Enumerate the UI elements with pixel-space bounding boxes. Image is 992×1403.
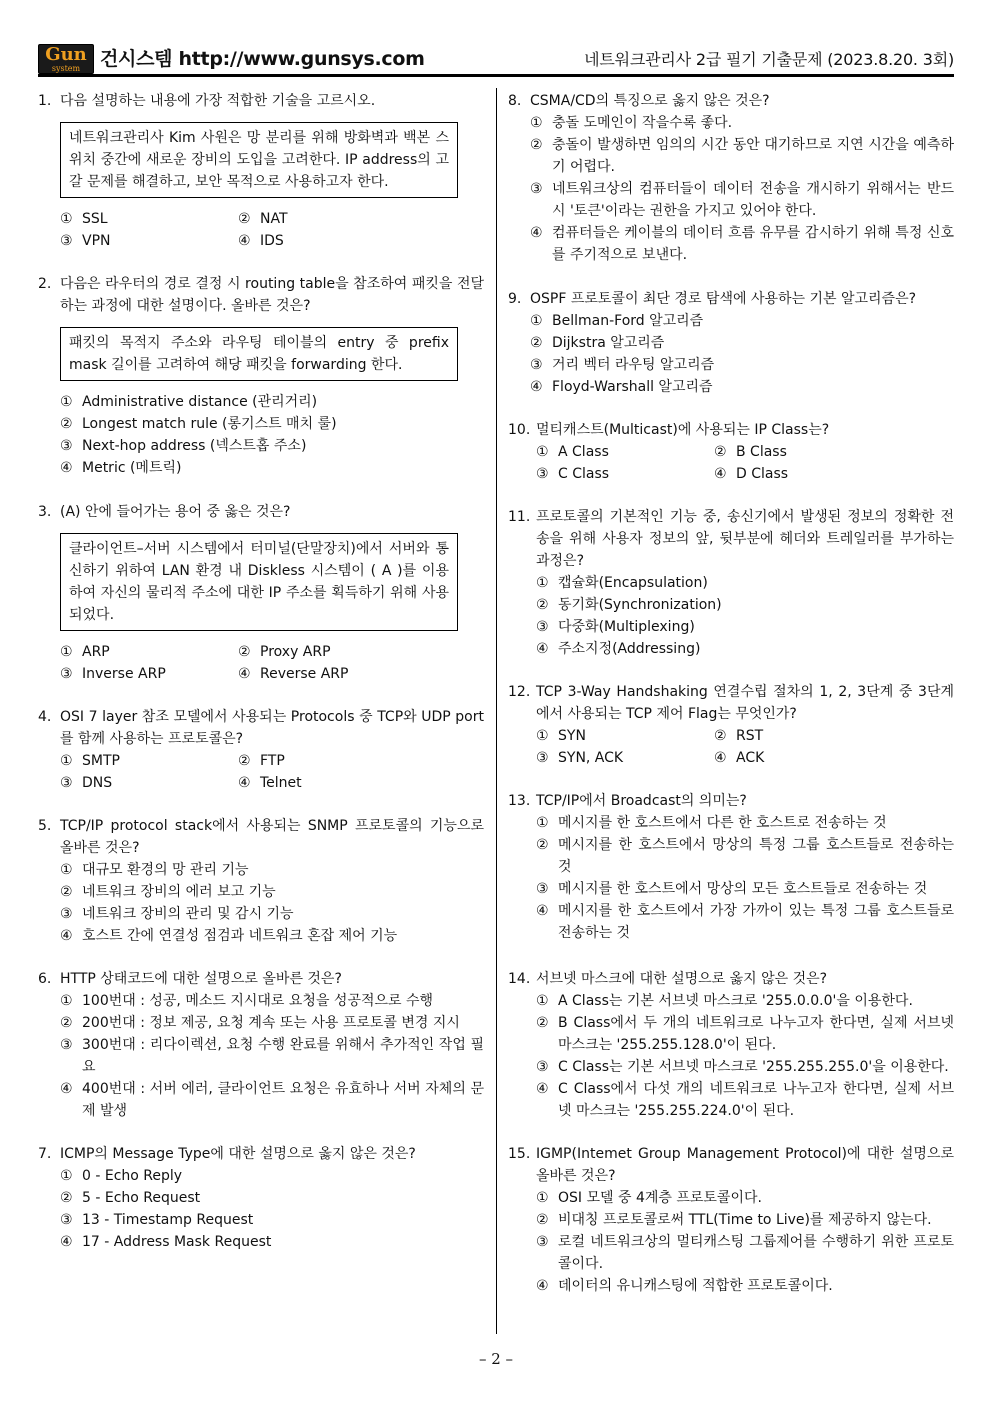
- option[interactable]: ④ 400번대 : 서버 에러, 클라이언트 요청은 유효하나 서버 자체의 문제 발생: [60, 1081, 484, 1119]
- option-list: [508, 725, 954, 769]
- option[interactable]: ④ Telnet: [238, 775, 302, 791]
- option[interactable]: ① 0 - Echo Reply: [60, 1168, 183, 1184]
- option[interactable]: ① ARP: [60, 644, 110, 660]
- question-text: 13. TCP/IP에서 Broadcast의 의미는?: [508, 793, 747, 809]
- question-text: 1. 다음 설명하는 내용에 가장 적합한 기술을 고르시오.: [38, 93, 376, 109]
- option-list: [508, 310, 954, 398]
- question-box: 클라이언트–서버 시스템에서 터미널(단말장치)에서 서버와 통신하기 위하여 LAN 환경 내 Diskless 시스템이 ( A )를 이용하여 자신의 물리적 주소에 대한 IP 주소를 획득하기 위해 사용되었다.: [60, 533, 458, 631]
- header-divider: [38, 74, 954, 77]
- question-10: [508, 419, 954, 485]
- option[interactable]: ④ ACK: [714, 750, 765, 766]
- option[interactable]: ④ 주소지정(Addressing): [536, 641, 701, 657]
- option-list: [508, 572, 954, 660]
- option[interactable]: ① 대규모 환경의 망 관리 기능: [60, 862, 249, 878]
- option[interactable]: ③ Next-hop address (넥스트홉 주소): [60, 438, 307, 454]
- question-text: 9. OSPF 프로토콜이 최단 경로 탐색에 사용하는 기본 알고리즘은?: [508, 291, 917, 307]
- question-text: 8. CSMA/CD의 특징으로 옳지 않은 것은?: [508, 93, 770, 109]
- option[interactable]: ④ D Class: [714, 466, 789, 482]
- option[interactable]: ② 메시지를 한 호스트에서 망상의 특정 그룹 호스트들로 전송하는 것: [536, 837, 954, 875]
- question-4: [38, 706, 484, 794]
- option[interactable]: ① OSI 모델 중 4계층 프로토콜이다.: [536, 1190, 762, 1206]
- question-9: [508, 288, 954, 398]
- question-15: [508, 1143, 954, 1297]
- question-text: 11. 프로토콜의 기본적인 기능 중, 송신기에서 발생된 정보의 정확한 전송을 위해 사용자 정보의 앞, 뒷부분에 헤더와 트레일러를 부가하는 과정은?: [508, 509, 954, 569]
- question-13: [508, 790, 954, 944]
- exam-title: 네트워크관리사 2급 필기 기출문제 (2023.8.20. 3회): [584, 50, 954, 69]
- option[interactable]: ② 200번대 : 정보 제공, 요청 계속 또는 사용 프로토콜 변경 지시: [60, 1015, 460, 1031]
- question-1: [38, 90, 484, 252]
- option[interactable]: ③ 네트워크상의 컴퓨터들이 데이터 전송을 개시하기 위해서는 반드시 '토큰'이라는 권한을 가지고 있어야 한다.: [530, 181, 954, 219]
- question-2: [38, 273, 484, 479]
- option[interactable]: ② Proxy ARP: [238, 644, 331, 660]
- option[interactable]: ③ VPN: [60, 233, 111, 249]
- option-list: [38, 391, 484, 479]
- page-number: – 2 –: [478, 1350, 514, 1368]
- brand-name: 건시스템 http://www.gunsys.com: [100, 48, 425, 70]
- question-box: 패킷의 목적지 주소와 라우팅 테이블의 entry 중 prefix mask 길이를 고려하여 해당 패킷을 forwarding 한다.: [60, 327, 458, 381]
- option[interactable]: ① SYN: [536, 728, 586, 744]
- option[interactable]: ② 비대칭 프로토콜로써 TTL(Time to Live)를 제공하지 않는다.: [536, 1212, 932, 1228]
- option-list: [38, 990, 484, 1122]
- question-text: 4. OSI 7 layer 참조 모델에서 사용되는 Protocols 중 TCP와 UDP port를 함께 사용하는 프로토콜은?: [38, 709, 484, 747]
- question-text: 6. HTTP 상태코드에 대한 설명으로 올바른 것은?: [38, 971, 342, 987]
- question-text: 10. 멀티캐스트(Multicast)에 사용되는 IP Class는?: [508, 422, 830, 438]
- option[interactable]: ② Longest match rule (롱기스트 매치 룰): [60, 416, 337, 432]
- option[interactable]: ② NAT: [238, 211, 288, 227]
- option[interactable]: ② RST: [714, 728, 764, 744]
- question-text: 7. ICMP의 Message Type에 대한 설명으로 옳지 않은 것은?: [38, 1146, 416, 1162]
- question-12: [508, 681, 954, 769]
- option[interactable]: ① SSL: [60, 211, 108, 227]
- option[interactable]: ② 5 - Echo Request: [60, 1190, 201, 1206]
- question-8: [508, 90, 954, 266]
- option[interactable]: ① 충돌 도메인이 작을수록 좋다.: [530, 115, 733, 131]
- question-3: [38, 501, 484, 685]
- option[interactable]: ③ C Class: [536, 466, 610, 482]
- question-14: [508, 968, 954, 1122]
- option[interactable]: ① 캡슐화(Encapsulation): [536, 575, 708, 591]
- question-6: [38, 968, 484, 1122]
- option[interactable]: ③ 네트워크 장비의 관리 및 감시 기능: [60, 906, 294, 922]
- option[interactable]: ④ 데이터의 유니캐스팅에 적합한 프로토콜이다.: [536, 1278, 833, 1294]
- option[interactable]: ② 동기화(Synchronization): [536, 597, 722, 613]
- option[interactable]: ③ DNS: [60, 775, 113, 791]
- option[interactable]: ② B Class: [714, 444, 787, 460]
- option-list: [508, 112, 954, 266]
- option[interactable]: ① A Class는 기본 서브넷 마스크로 '255.0.0.0'을 이용한다.: [536, 993, 913, 1009]
- option[interactable]: ④ 호스트 간에 연결성 점검과 네트워크 혼잡 제어 기능: [60, 928, 398, 944]
- option[interactable]: ④ Metric (메트릭): [60, 460, 182, 476]
- option[interactable]: ② B Class에서 두 개의 네트워크로 나누고자 한다면, 실제 서브넷 마스크는 '255.255.128.0'이 된다.: [536, 1015, 954, 1053]
- option[interactable]: ④ Reverse ARP: [238, 666, 349, 682]
- option[interactable]: ③ 메시지를 한 호스트에서 망상의 모든 호스트들로 전송하는 것: [536, 881, 928, 897]
- option-list: [508, 1187, 954, 1297]
- option-list: [38, 1165, 484, 1253]
- option-list: [38, 641, 484, 685]
- option[interactable]: ③ 거리 벡터 라우팅 알고리즘: [530, 357, 715, 373]
- left-column: [38, 90, 484, 1253]
- question-7: [38, 1143, 484, 1253]
- option[interactable]: ① SMTP: [60, 753, 120, 769]
- option-list: [508, 990, 954, 1122]
- option[interactable]: ② 충돌이 발생하면 임의의 시간 동안 대기하므로 지연 시간을 예측하기 어렵다.: [530, 137, 954, 175]
- option[interactable]: ① Bellman-Ford 알고리즘: [530, 313, 704, 329]
- option[interactable]: ③ C Class는 기본 서브넷 마스크로 '255.255.255.0'을 이용한다.: [536, 1059, 949, 1075]
- question-5: [38, 815, 484, 947]
- question-text: 12. TCP 3-Way Handshaking 연결수립 절차의 1, 2, 3단계 중 3단계에서 사용되는 TCP 제어 Flag는 무엇인가?: [508, 684, 954, 722]
- option[interactable]: ② Dijkstra 알고리즘: [530, 335, 665, 351]
- question-text: 2. 다음은 라우터의 경로 결정 시 routing table을 참조하여 패킷을 전달하는 과정에 대한 설명이다. 올바른 것은?: [38, 276, 484, 314]
- option[interactable]: ① 100번대 : 성공, 메소드 지시대로 요청을 성공적으로 수행: [60, 993, 434, 1009]
- option[interactable]: ③ Inverse ARP: [60, 666, 166, 682]
- question-text: 14. 서브넷 마스크에 대한 설명으로 옳지 않은 것은?: [508, 971, 828, 987]
- option-list: [38, 208, 484, 252]
- option[interactable]: ③ 300번대 : 리다이렉션, 요청 수행 완료를 위해서 추가적인 작업 필요: [60, 1037, 484, 1075]
- option[interactable]: ④ C Class에서 다섯 개의 네트워크로 나누고자 한다면, 실제 서브넷 마스크는 '255.255.224.0'이 된다.: [536, 1081, 954, 1119]
- option[interactable]: ④ IDS: [238, 233, 284, 249]
- option[interactable]: ④ 메시지를 한 호스트에서 가장 가까이 있는 특정 그룹 호스트들로 전송하는 것: [536, 903, 954, 941]
- option[interactable]: ③ 13 - Timestamp Request: [60, 1212, 254, 1228]
- option[interactable]: ④ 17 - Address Mask Request: [60, 1234, 272, 1250]
- option-list: [38, 750, 484, 794]
- question-box: 네트워크관리사 Kim 사원은 망 분리를 위해 방화벽과 백본 스위치 중간에 새로운 장비의 도입을 고려한다. IP address의 고갈 문제를 해결하고, 보안 목적으로 사용하고자 한다.: [60, 122, 458, 198]
- option[interactable]: ④ 컴퓨터들은 케이블의 데이터 흐름 유무를 감시하기 위해 특정 신호를 주기적으로 보낸다.: [530, 225, 954, 263]
- option[interactable]: ② 네트워크 장비의 에러 보고 기능: [60, 884, 276, 900]
- option[interactable]: ③ 다중화(Multiplexing): [536, 619, 695, 635]
- option-list: [508, 812, 954, 944]
- question-text: 5. TCP/IP protocol stack에서 사용되는 SNMP 프로토콜의 기능으로 올바른 것은?: [38, 818, 484, 856]
- option[interactable]: ① A Class: [536, 444, 609, 460]
- right-column: [508, 90, 954, 1297]
- option-list: [38, 859, 484, 947]
- option-list: [508, 441, 954, 485]
- question-11: [508, 506, 954, 660]
- question-text: 15. IGMP(Intemet Group Management Protocol)에 대한 설명으로 올바른 것은?: [508, 1146, 954, 1184]
- question-text: 3. (A) 안에 들어가는 용어 중 옳은 것은?: [38, 504, 291, 520]
- page-header: [38, 40, 954, 74]
- option[interactable]: ① Administrative distance (관리거리): [60, 394, 318, 410]
- option[interactable]: ④ Floyd-Warshall 알고리즘: [530, 379, 713, 395]
- gunsys-logo: Gun system: [38, 44, 94, 74]
- option[interactable]: ③ SYN, ACK: [536, 750, 624, 766]
- option[interactable]: ② FTP: [238, 753, 285, 769]
- option[interactable]: ① 메시지를 한 호스트에서 다른 한 호스트로 전송하는 것: [536, 815, 887, 831]
- option[interactable]: ③ 로컬 네트워크상의 멀티캐스팅 그룹제어를 수행하기 위한 프로토콜이다.: [536, 1234, 954, 1272]
- column-divider: [496, 88, 497, 1334]
